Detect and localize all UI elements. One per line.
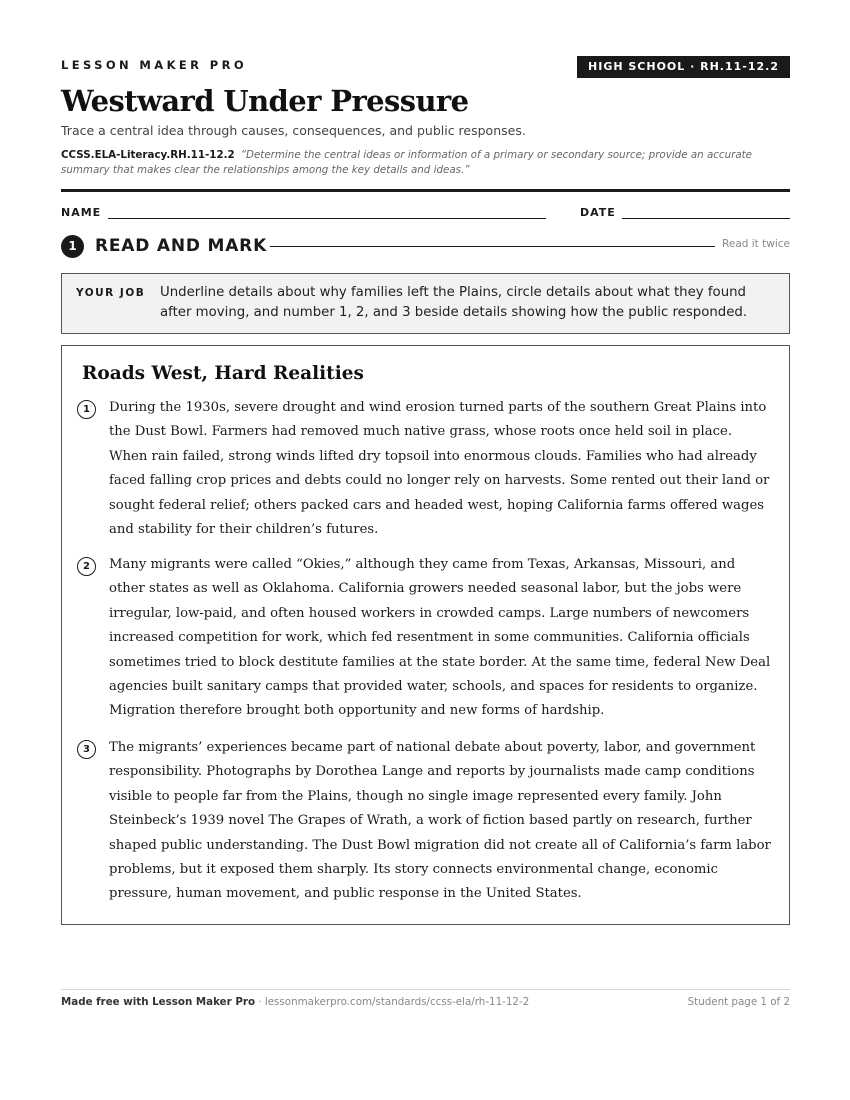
footer-page-number: Student page 1 of 2 (687, 996, 790, 1008)
paragraph-1: During the 1930s, severe drought and wind erosion turned parts of the southern Great Plains into the Dust Bowl. Farmers had removed much native grass, whose roots once held soil in place. When rain failed, strong winds lifted dry topsoil into enormous clouds. Families who had already faced falling crop prices and debts could no longer rely on harvests. Some rented out their land or sought federal relief; others packed cars and headed west, hoping California farms offered wages and stability for their children’s futures. (109, 400, 770, 538)
paragraph-number-1: 1 (77, 400, 96, 419)
section-rule (270, 246, 715, 247)
paragraph-3: The migrants’ experiences became part of national debate about poverty, labor, and government responsibility. Photographs by Dorothea Lange and reports by journalists made camp conditions visible to people far from the Plains, though no single image represented every family. John Steinbeck’s 1939 novel The Grapes of Wrath, a work of fiction based partly on research, further shaped public understanding. The Dust Bowl migration did not create all of California’s farm labor problems, but it exposed them sharply. Its story connects environmental change, economic pressure, human movement, and public response in the United States. (109, 740, 771, 902)
footer-separator: · (255, 996, 265, 1008)
standard-code: CCSS.ELA-Literacy.RH.11-12.2 (61, 149, 235, 161)
name-line[interactable] (108, 218, 546, 219)
brand-name: LESSON MAKER PRO (61, 58, 248, 72)
name-label: NAME (61, 206, 102, 219)
top-bar (61, 56, 790, 78)
job-instructions-box (61, 273, 790, 334)
standard-quote: “Determine the central ideas or information of a primary or secondary source; provide an accurate summary that makes clear the relationships among the key details and ideas.” (61, 149, 753, 176)
footer (61, 996, 790, 1008)
job-label: YOUR JOB (76, 287, 146, 299)
section-number: 1 (61, 235, 84, 258)
footer-divider (61, 989, 790, 990)
standard-citation (61, 148, 790, 178)
paragraph-number-2: 2 (77, 557, 96, 576)
section-title: READ AND MARK (95, 236, 268, 256)
paragraph-number-3: 3 (77, 740, 96, 759)
paragraph-2: Many migrants were called “Okies,” although they came from Texas, Arkansas, Missouri, and other states as well as Oklahoma. California growers needed seasonal labor, but the jobs were irregular, low-paid, and often housed workers in crowded camps. Large numbers of newcomers increased competition for work, which fed resentment in some communities. California officials sometimes tried to block destitute families at the state border. At the same time, federal New Deal agencies built sanitary camps that provided water, schools, and spaces for residents to organize. Migration therefore brought both opportunity and new forms of hardship. (109, 557, 771, 719)
job-text: Underline details about why families left the Plains, circle details about what they found after moving, and number 1, 2, and 3 beside details showing how the public responded. (160, 285, 748, 320)
header-divider (61, 189, 790, 192)
footer-url[interactable]: lessonmakerpro.com/standards/ccss-ela/rh-11-12-2 (264, 996, 530, 1008)
reading-title: Roads West, Hard Realities (82, 363, 364, 384)
section-note: Read it twice (722, 238, 790, 250)
page-title: Westward Under Pressure (61, 84, 469, 118)
footer-made-with: Made free with Lesson Maker Pro (61, 996, 256, 1008)
worksheet-page (61, 0, 790, 1100)
date-line[interactable] (622, 218, 790, 219)
level-badge: HIGH SCHOOL · RH.11-12.2 (577, 56, 790, 78)
page-subtitle: Trace a central idea through causes, consequences, and public responses. (61, 123, 526, 138)
date-label: DATE (580, 206, 616, 219)
reading-passage (61, 345, 790, 925)
section-heading (61, 235, 790, 259)
